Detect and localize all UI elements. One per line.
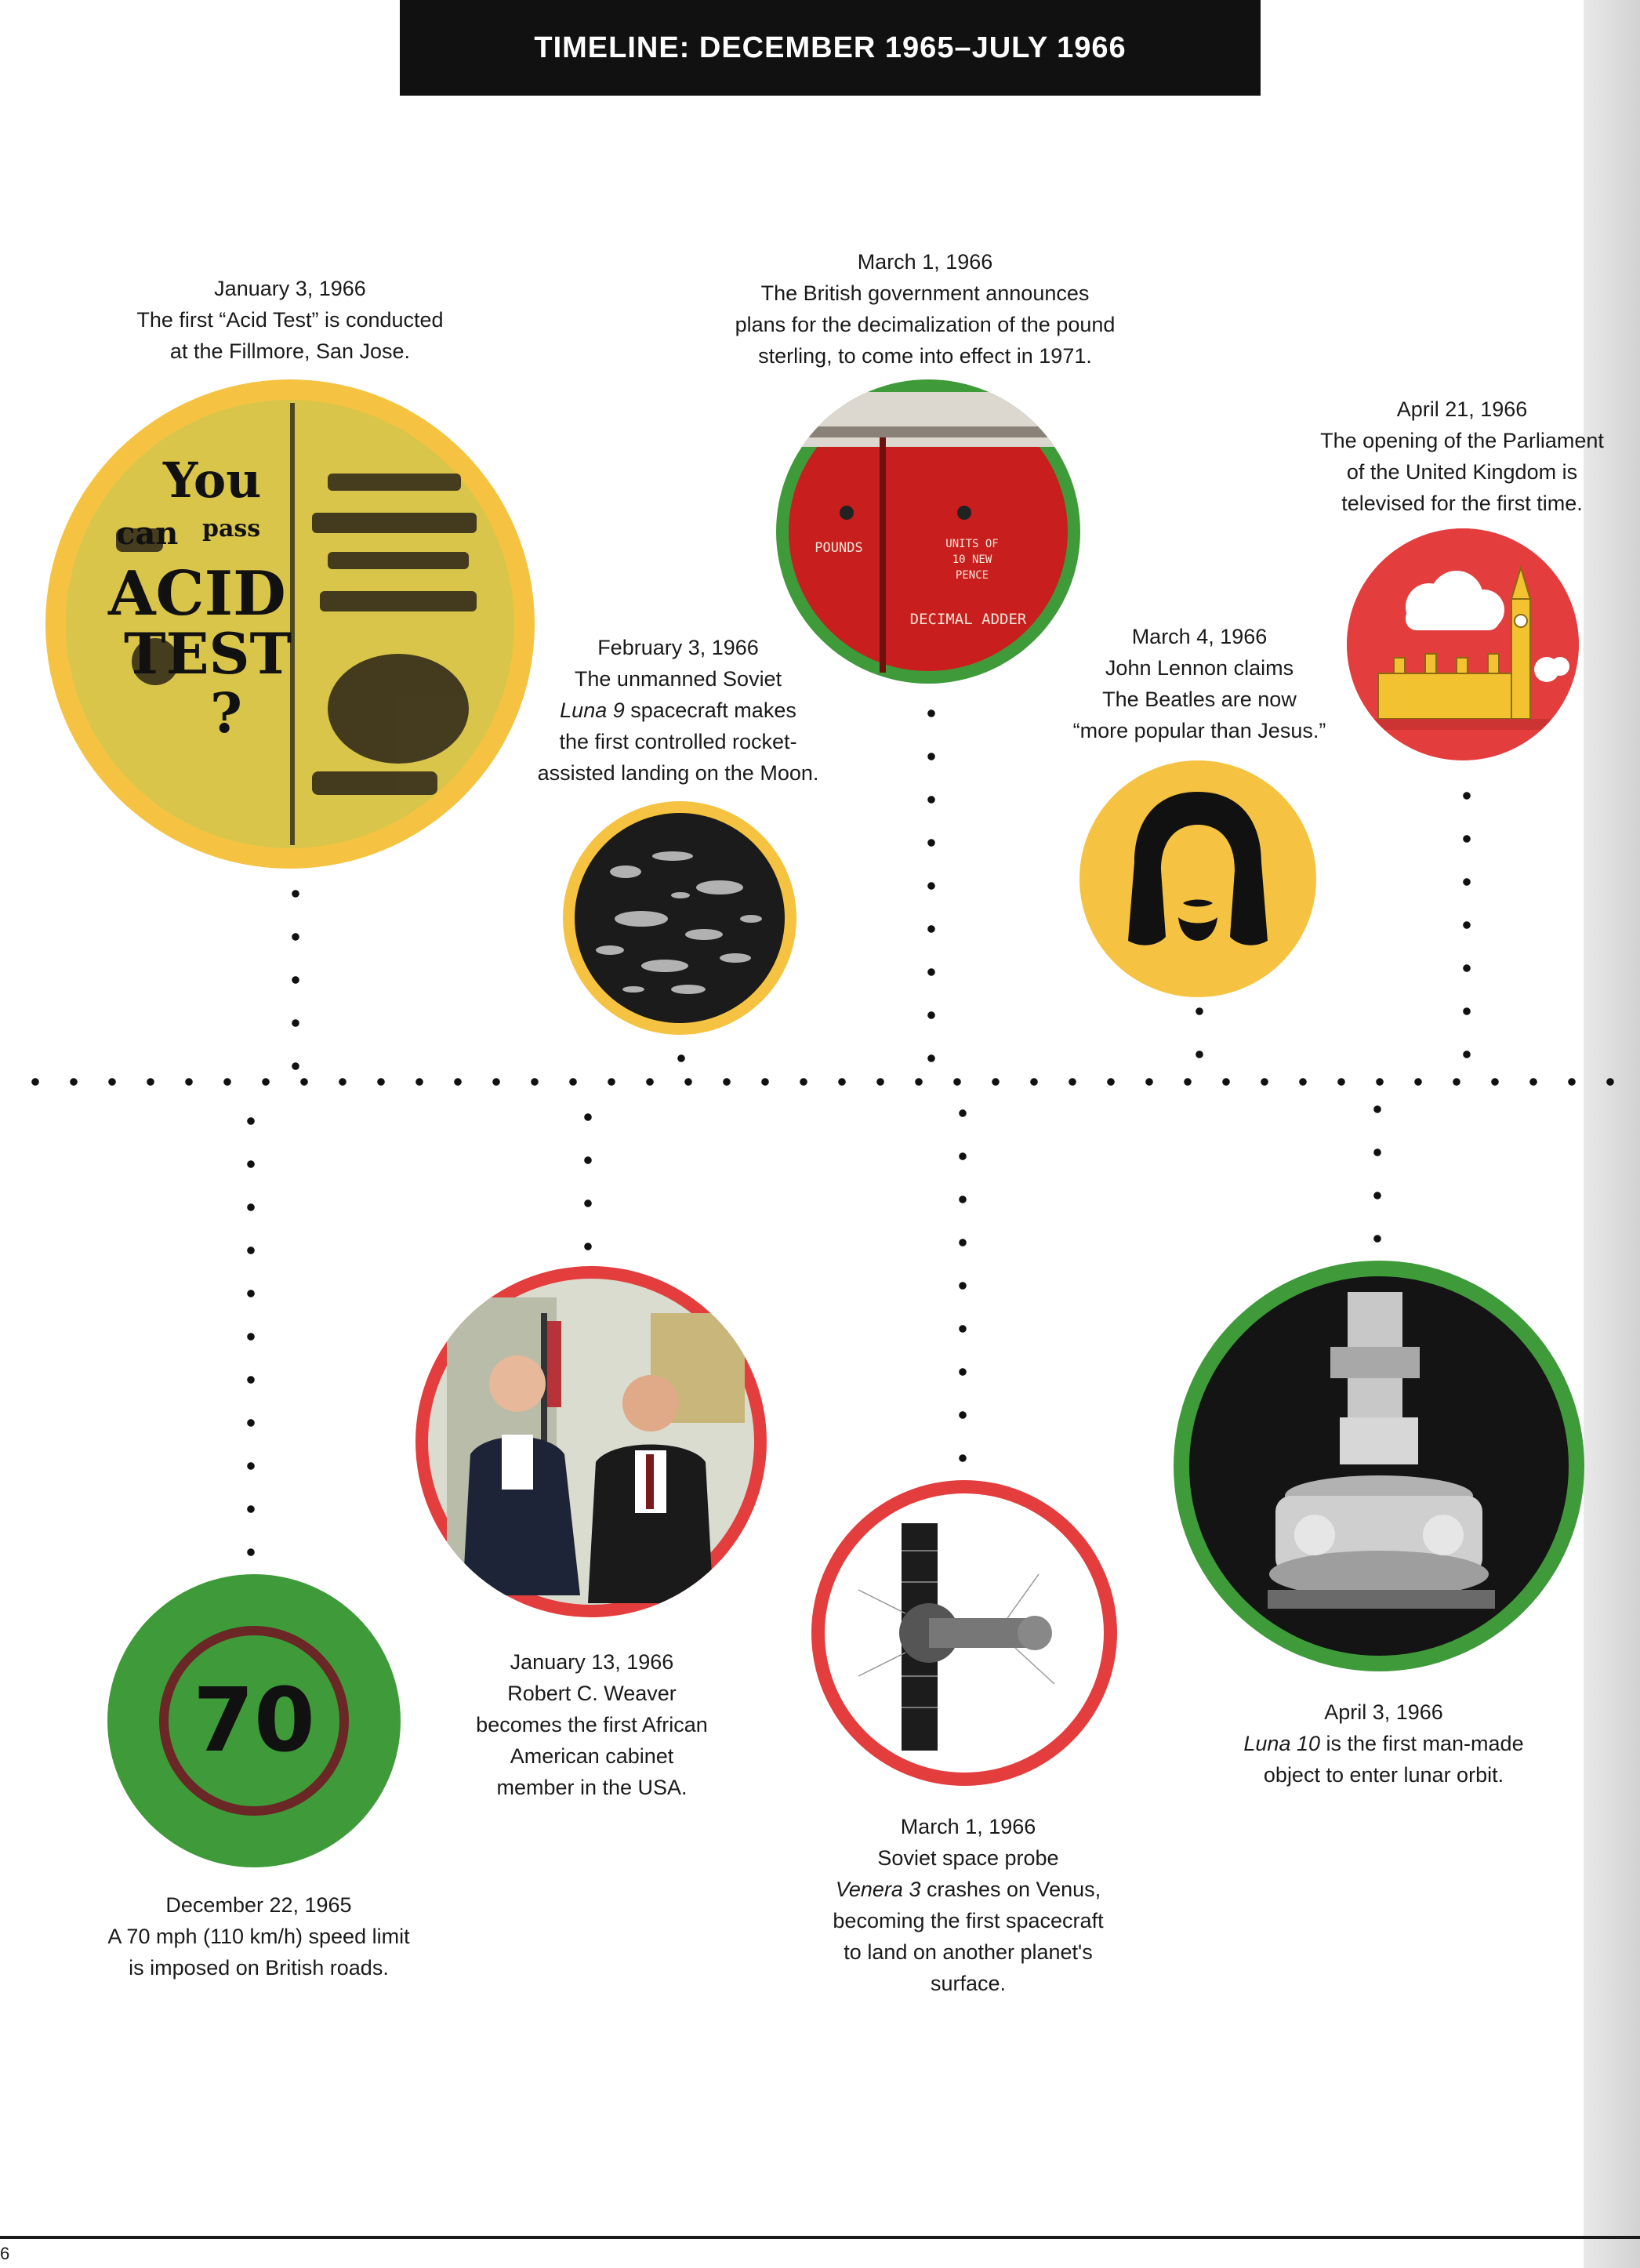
decimal-adder-icon bbox=[776, 379, 1080, 684]
luna9-image bbox=[563, 801, 796, 1035]
page-number: 6 bbox=[0, 2244, 10, 2263]
speed-limit-value: 70 bbox=[193, 1670, 315, 1772]
caption-lennon bbox=[1043, 621, 1356, 746]
desc-line: televised for the first time. bbox=[1341, 492, 1583, 515]
parliament-image bbox=[1347, 528, 1579, 760]
desc-line: American cabinet bbox=[510, 1744, 674, 1768]
desc-fragment: is the first man-made bbox=[1320, 1732, 1524, 1755]
desc-line: to land on another planet's bbox=[844, 1940, 1093, 1964]
poster-word: ACID bbox=[108, 558, 286, 630]
luna10-spacecraft-icon bbox=[1174, 1261, 1584, 1671]
caption-luna10 bbox=[1192, 1696, 1576, 1791]
lennon-image bbox=[1079, 760, 1316, 997]
spacecraft-name: Luna 10 bbox=[1243, 1732, 1320, 1755]
desc-fragment: crashes on Venus, bbox=[920, 1878, 1101, 1901]
spacecraft-name: Venera 3 bbox=[835, 1878, 921, 1901]
poster-word: can bbox=[116, 515, 179, 552]
speed-limit-sign-icon bbox=[107, 1574, 401, 1867]
desc-line bbox=[1192, 1728, 1576, 1759]
desc-line: object to enter lunar orbit. bbox=[1263, 1763, 1504, 1787]
speed-limit-sign bbox=[107, 1574, 401, 1867]
page-title-text: TIMELINE: DECEMBER 1965–JULY 1966 bbox=[534, 31, 1127, 64]
connector-lennon bbox=[1196, 1007, 1203, 1070]
date-venera3: March 1, 1966 bbox=[900, 1815, 1036, 1838]
desc-line: of the United Kingdom is bbox=[1346, 460, 1578, 484]
connector-acid-test bbox=[292, 890, 299, 1070]
weaver-photo bbox=[415, 1266, 767, 1617]
desc-line: The British government announces bbox=[760, 281, 1090, 305]
desc-line: Soviet space probe bbox=[877, 1846, 1059, 1870]
date-decimal: March 1, 1966 bbox=[857, 250, 993, 274]
date-luna10: April 3, 1966 bbox=[1324, 1700, 1443, 1724]
date-parliament: April 21, 1966 bbox=[1396, 397, 1528, 421]
date-acid-test: January 3, 1966 bbox=[214, 277, 366, 300]
connector-venera3 bbox=[959, 1109, 967, 1470]
weaver-photo-icon bbox=[415, 1266, 767, 1617]
venera3-image bbox=[811, 1480, 1117, 1786]
svg-text:PENCE: PENCE bbox=[955, 569, 989, 582]
john-lennon-hair-icon bbox=[1079, 760, 1316, 997]
desc-line: the first controlled rocket- bbox=[559, 730, 797, 753]
desc-line: at the Fillmore, San Jose. bbox=[169, 339, 411, 363]
desc-line: becomes the first African bbox=[476, 1713, 708, 1736]
poster-word: TEST bbox=[124, 620, 292, 687]
connector-luna9 bbox=[677, 1054, 685, 1070]
desc-line bbox=[510, 695, 847, 726]
spacecraft-name: Luna 9 bbox=[560, 699, 625, 722]
luna10-image bbox=[1174, 1261, 1584, 1671]
svg-text:10 NEW: 10 NEW bbox=[952, 553, 992, 566]
poster-word: ? bbox=[210, 680, 243, 746]
desc-line: plans for the decimalization of the pound bbox=[735, 313, 1116, 336]
big-ben-icon bbox=[1347, 528, 1579, 760]
date-speed-limit: December 22, 1965 bbox=[165, 1893, 352, 1917]
svg-text:UNITS OF: UNITS OF bbox=[945, 538, 999, 550]
acid-test-poster-icon bbox=[45, 379, 535, 869]
desc-line: A 70 mph (110 km/h) speed limit bbox=[107, 1925, 410, 1948]
desc-line: The Beatles are now bbox=[1102, 688, 1297, 711]
desc-line: becoming the first spacecraft bbox=[833, 1909, 1104, 1932]
page-edge bbox=[1584, 0, 1640, 2268]
desc-line: The opening of the Parliament bbox=[1320, 429, 1604, 452]
bottom-rule bbox=[0, 2236, 1640, 2239]
desc-line: “more popular than Jesus.” bbox=[1072, 719, 1326, 742]
date-weaver: January 13, 1966 bbox=[510, 1650, 674, 1674]
caption-speed-limit bbox=[78, 1889, 439, 1983]
decimal-adder-label: DECIMAL ADDER bbox=[909, 611, 1027, 628]
desc-line: is imposed on British roads. bbox=[129, 1956, 389, 1980]
desc-line: surface. bbox=[930, 1972, 1007, 1995]
pounds-label: POUNDS bbox=[815, 540, 863, 556]
connector-luna10 bbox=[1373, 1105, 1381, 1246]
page-title bbox=[400, 0, 1261, 96]
caption-acid-test bbox=[102, 273, 478, 367]
date-luna9: February 3, 1966 bbox=[597, 636, 759, 659]
desc-line: Robert C. Weaver bbox=[507, 1682, 677, 1705]
caption-parliament bbox=[1286, 394, 1638, 519]
decimal-adder-image bbox=[776, 379, 1080, 684]
poster-word: pass bbox=[202, 515, 261, 543]
caption-luna9 bbox=[510, 632, 847, 789]
connector-parliament bbox=[1463, 792, 1471, 1070]
lunar-surface-icon bbox=[563, 801, 796, 1035]
desc-line: member in the USA. bbox=[496, 1776, 688, 1799]
desc-line: The unmanned Soviet bbox=[574, 667, 782, 691]
desc-line: The first “Acid Test” is conducted bbox=[136, 308, 444, 332]
caption-decimal bbox=[706, 246, 1145, 372]
acid-test-poster-image bbox=[45, 379, 535, 869]
connector-speed-limit bbox=[247, 1117, 255, 1556]
desc-fragment: spacecraft makes bbox=[624, 699, 796, 722]
date-lennon: March 4, 1966 bbox=[1131, 625, 1268, 648]
caption-weaver bbox=[447, 1646, 737, 1803]
desc-line: sterling, to come into effect in 1971. bbox=[758, 344, 1092, 368]
desc-line: John Lennon claims bbox=[1105, 656, 1294, 680]
connector-decimal bbox=[927, 709, 935, 1070]
desc-line bbox=[800, 1874, 1137, 1905]
timeline-axis bbox=[31, 1078, 1638, 1086]
poster-word: You bbox=[163, 452, 262, 509]
connector-weaver bbox=[584, 1113, 592, 1254]
caption-venera3 bbox=[800, 1811, 1137, 1999]
venera3-probe-icon bbox=[811, 1480, 1117, 1786]
desc-line: assisted landing on the Moon. bbox=[537, 761, 819, 785]
